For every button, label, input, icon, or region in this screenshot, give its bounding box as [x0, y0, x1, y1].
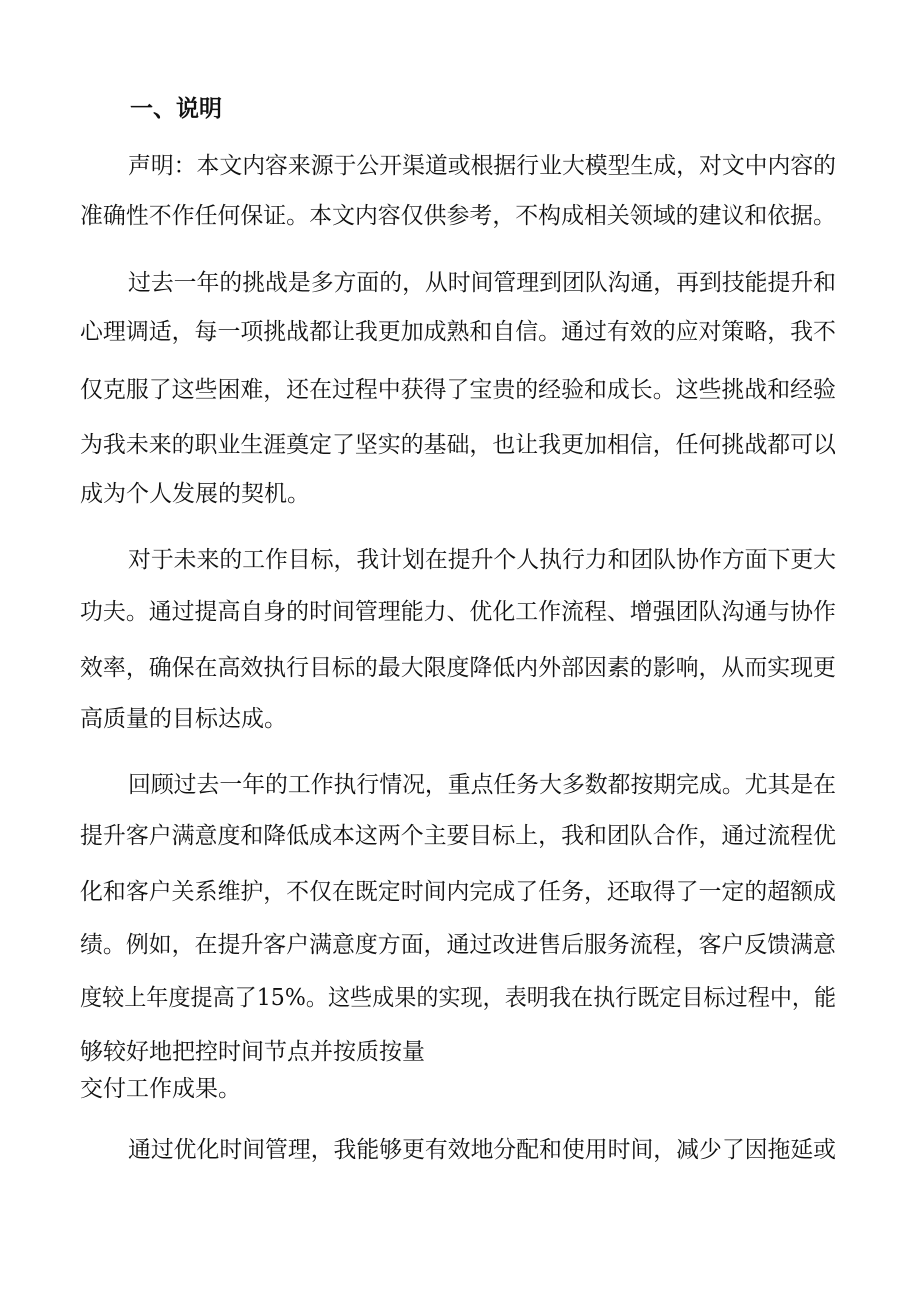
paragraph-line: 功夫。通过提高自身的时间管理能力、优化工作流程、增强团队沟通与协作 [80, 599, 836, 625]
paragraph-line: 声明：本文内容来源于公开渠道或根据行业大模型生成，对文中内容的 [128, 153, 837, 179]
paragraph-line: 心理调适，每一项挑战都让我更加成熟和自信。通过有效的应对策略，我不 [80, 319, 836, 345]
paragraph-line: 度较上年度提高了15%。这些成果的实现，表明我在执行既定目标过程中，能 [80, 985, 837, 1011]
paragraph-line: 效率，确保在高效执行目标的最大限度降低内外部因素的影响，从而实现更 [80, 655, 836, 681]
paragraph-line: 准确性不作任何保证。本文内容仅供参考，不构成相关领域的建议和依据。 [80, 203, 836, 229]
paragraph-line: 成为个人发展的契机。 [80, 481, 310, 507]
paragraph-line: 通过优化时间管理，我能够更有效地分配和使用时间，减少了因拖延或 [128, 1137, 837, 1163]
paragraph-line: 仅克服了这些困难，还在过程中获得了宝贵的经验和成长。这些挑战和经验 [80, 377, 836, 403]
paragraph-line: 交付工作成果。 [80, 1076, 241, 1102]
paragraph-line: 绩。例如，在提升客户满意度方面，通过改进售后服务流程，客户反馈满意 [80, 932, 836, 958]
paragraph-line: 高质量的目标达成。 [80, 706, 287, 732]
paragraph-line: 够较好地把控时间节点并按质按量 [80, 1039, 425, 1065]
paragraph-line: 为我未来的职业生涯奠定了坚实的基础，也让我更加相信，任何挑战都可以 [80, 432, 836, 458]
paragraph-line: 对于未来的工作目标，我计划在提升个人执行力和团队协作方面下更大 [128, 547, 837, 573]
paragraph-line: 过去一年的挑战是多方面的，从时间管理到团队沟通，再到技能提升和 [128, 270, 837, 296]
paragraph-line: 回顾过去一年的工作执行情况，重点任务大多数都按期完成。尤其是在 [128, 772, 837, 798]
paragraph-line: 提升客户满意度和降低成本这两个主要目标上，我和团队合作，通过流程优 [80, 823, 836, 849]
paragraph-line: 化和客户关系维护，不仅在既定时间内完成了任务，还取得了一定的超额成 [80, 879, 836, 905]
section-heading: 一、说明 [130, 95, 222, 122]
